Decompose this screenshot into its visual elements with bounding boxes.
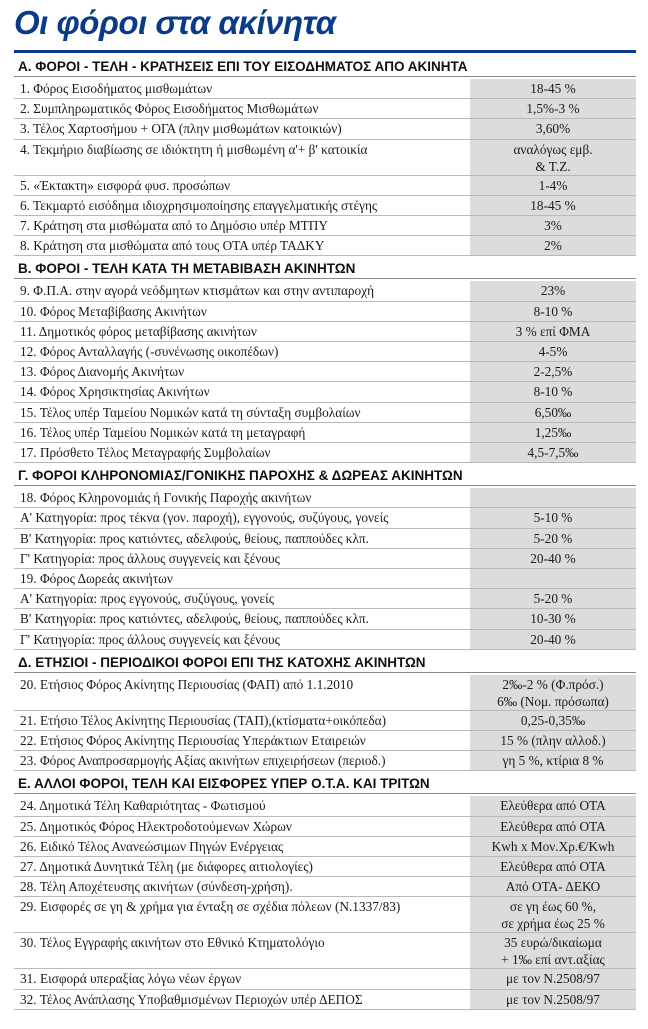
row-value-line: Ελεύθερα από ΟΤΑ — [500, 818, 606, 834]
table-row — [14, 362, 636, 382]
row-value — [470, 342, 636, 361]
row-value — [470, 302, 636, 321]
row-value — [470, 675, 636, 710]
table-row — [14, 817, 636, 837]
row-value — [470, 589, 636, 608]
row-value — [470, 403, 636, 422]
row-label: 15. Τέλος υπέρ Ταμείου Νομικών κατά τη σύνταξη συμβολαίων — [20, 404, 361, 420]
row-value-line: 2% — [544, 238, 562, 254]
table-row — [14, 529, 636, 549]
row-value-line: 3 % επί ΦΜΑ — [515, 323, 591, 339]
row-value-line: 20-40 % — [530, 550, 576, 566]
row-value — [470, 529, 636, 548]
table-row — [14, 322, 636, 342]
table-row — [14, 569, 636, 589]
row-value-line: 6‰ (Νομ. πρόσωπα) — [497, 693, 609, 709]
row-value-line: 5-20 % — [533, 530, 573, 546]
table-row — [14, 609, 636, 629]
row-label: 14. Φόρος Χρησικτησίας Ακινήτων — [20, 384, 210, 400]
table-row — [14, 751, 636, 771]
row-value — [470, 216, 636, 235]
row-label: 6. Τεκμαρτό εισόδημα ιδιοχρησιμοποίησης επαγγελματικής στέγης — [20, 197, 378, 213]
row-value — [470, 508, 636, 527]
row-label: 19. Φόρος Δωρεάς ακινήτων — [20, 571, 173, 586]
row-value — [470, 796, 636, 815]
row-label: 4. Τεκμήριο διαβίωσης σε ιδιόκτητη ή μισθωμένη α'+ β' κατοικία — [20, 141, 368, 157]
row-value-line: 15 % (πλην αλλοδ.) — [500, 733, 606, 748]
row-value — [470, 79, 636, 98]
row-value-line: αναλόγως εμβ. — [513, 141, 593, 157]
row-value-line: 0,25-0,35‰ — [520, 712, 586, 728]
table-row — [14, 969, 636, 989]
section-heading: Ε. ΑΛΛΟΙ ΦΟΡΟΙ, ΤΕΛΗ ΚΑΙ ΕΙΣΦΟΡΕΣ ΥΠΕΡ Ο.Τ.Α. ΚΑΙ ΤΡΙΤΩΝ — [14, 774, 636, 794]
row-value — [470, 933, 636, 968]
row-value-line: 3% — [544, 218, 562, 233]
row-value-line: Kwh x Μον.Χρ.€/Kwh — [491, 838, 615, 854]
row-label: 31. Εισφορά υπεραξίας λόγω νέων έργων — [20, 971, 242, 987]
row-value-line: 5-20 % — [533, 591, 573, 607]
row-value — [470, 488, 636, 507]
table-row — [14, 403, 636, 423]
row-label: Γ' Κατηγορία: προς άλλους συγγενείς και ξένους — [20, 550, 280, 566]
row-label: Α' Κατηγορία: προς εγγονούς, συζύγους, γονείς — [20, 591, 274, 607]
row-value — [470, 176, 636, 195]
table-row — [14, 79, 636, 99]
table-row — [14, 236, 636, 256]
row-value-line: 4-5% — [538, 344, 568, 359]
row-value-line: Από ΟΤΑ- ΔΕΚΟ — [505, 879, 601, 895]
row-value — [470, 196, 636, 215]
row-value — [470, 630, 636, 649]
row-value — [470, 443, 636, 462]
row-label: 5. «Έκτακτη» εισφορά φυσ. προσώπων — [20, 177, 231, 193]
row-value-line: 6,50‰ — [534, 404, 572, 420]
row-value — [470, 837, 636, 856]
row-value-line: 3,60% — [535, 121, 571, 137]
row-value — [470, 362, 636, 381]
row-value-line: 23% — [540, 283, 566, 299]
row-label: 17. Πρόσθετο Τέλος Μεταγραφής Συμβολαίων — [20, 445, 271, 460]
row-value-line: με τον Ν.2508/97 — [506, 991, 600, 1007]
row-label: 22. Ετήσιος Φόρος Ακίνητης Περιουσίας Υπεράκτιων Εταιρειών — [20, 733, 366, 748]
row-value-line: Ελεύθερα από ΟΤΑ — [500, 798, 606, 814]
row-label: 32. Τέλος Ανάπλασης Υποβαθμισμένων Περιοχών υπέρ ΔΕΠΟΣ — [20, 991, 363, 1007]
table-row — [14, 382, 636, 402]
row-label: 29. Εισφορές σε γη & χρήμα για ένταξη σε σχέδια πόλεων (Ν.1337/83) — [20, 899, 401, 915]
row-label: 10. Φόρος Μεταβίβασης Ακινήτων — [20, 303, 207, 319]
row-value-line: + 1‰ επί αντ.αξίας — [501, 952, 605, 968]
row-label: 11. Δημοτικός φόρος μεταβίβασης ακινήτων — [20, 323, 257, 339]
row-label: 9. Φ.Π.Α. στην αγορά νεόδμητων κτισμάτων και στην αντιπαροχή — [20, 283, 375, 299]
row-label: 26. Ειδικό Τέλος Ανανεώσιμων Πηγών Ενέργειας — [20, 838, 284, 854]
row-value-line: 4,5-7,5‰ — [527, 445, 579, 460]
row-value-line: σε χρήμα έως 25 % — [501, 916, 605, 932]
row-value — [470, 990, 636, 1009]
row-value — [470, 731, 636, 750]
row-value — [470, 609, 636, 628]
table-row — [14, 99, 636, 119]
table-row — [14, 281, 636, 301]
row-value — [470, 857, 636, 876]
table-row — [14, 796, 636, 816]
table-row — [14, 711, 636, 731]
table-row — [14, 990, 636, 1010]
row-value — [470, 751, 636, 770]
table-row — [14, 877, 636, 897]
row-value — [470, 549, 636, 568]
row-label: Β' Κατηγορία: προς κατιόντες, αδελφούς, θείους, παππούδες κλπ. — [20, 530, 369, 546]
row-value-line: 2‰-2 % (Φ.πρόσ.) — [502, 676, 604, 692]
tax-table — [14, 50, 636, 1015]
row-label: 24. Δημοτικά Τέλη Καθαριότητας - Φωτισμού — [20, 798, 266, 814]
section-heading: Β. ΦΟΡΟΙ - ΤΕΛΗ ΚΑΤΑ ΤΗ ΜΕΤΑΒΙΒΑΣΗ ΑΚΙΝΗΤΩΝ — [14, 259, 636, 279]
row-value-line: 1-4% — [538, 177, 568, 193]
row-value-line: 10-30 % — [530, 611, 576, 627]
table-row — [14, 302, 636, 322]
row-label: 16. Τέλος υπέρ Ταμείου Νομικών κατά τη μεταγραφή — [20, 424, 306, 440]
table-row — [14, 837, 636, 857]
row-value — [470, 236, 636, 255]
table-row — [14, 140, 636, 176]
row-value-line: & Τ.Ζ. — [535, 158, 571, 174]
row-label: 13. Φόρος Διανομής Ακινήτων — [20, 364, 185, 380]
table-row — [14, 119, 636, 139]
row-label: 18. Φόρος Κληρονομιάς ή Γονικής Παροχής ακινήτων — [20, 490, 312, 506]
section-heading: Γ. ΦΟΡΟΙ ΚΛΗΡΟΝΟΜΙΑΣ/ΓΟΝΙΚΗΣ ΠΑΡΟΧΗΣ & ΔΩΡΕΑΣ ΑΚΙΝΗΤΩΝ — [14, 466, 636, 486]
row-value-line: σε γη έως 60 %, — [509, 899, 597, 915]
row-label: Β' Κατηγορία: προς κατιόντες, αδελφούς, θείους, παππούδες κλπ. — [20, 611, 369, 627]
row-value — [470, 711, 636, 730]
row-value-line: 5-10 % — [533, 510, 573, 526]
table-row — [14, 897, 636, 933]
row-value-line: γη 5 %, κτίρια 8 % — [502, 753, 604, 769]
row-label: 23. Φόρος Αναπροσαρμογής Αξίας ακινήτων επιχειρήσεων (περιοδ.) — [20, 753, 386, 769]
row-label: 30. Τέλος Εγγραφής ακινήτων στο Εθνικό Κτηματολόγιο — [20, 935, 325, 951]
row-label: 7. Κράτηση στα μισθώματα από το Δημόσιο υπέρ ΜΤΠΥ — [20, 218, 328, 233]
row-label: 1. Φόρος Εισοδήματος μισθωμάτων — [20, 81, 213, 96]
table-row — [14, 933, 636, 969]
row-value-line: με τον Ν.2508/97 — [506, 971, 600, 987]
table-row — [14, 443, 636, 463]
row-label: 3. Τέλος Χαρτοσήμου + ΟΓΑ (πλην μισθωμάτων κατοικιών) — [20, 121, 342, 137]
row-value — [470, 817, 636, 836]
row-label: 25. Δημοτικός Φόρος Ηλεκτροδοτούμενων Χώρων — [20, 818, 292, 834]
table-row — [14, 857, 636, 877]
row-value — [470, 322, 636, 341]
section-heading: Α. ΦΟΡΟΙ - ΤΕΛΗ - ΚΡΑΤΗΣΕΙΣ ΕΠΙ ΤΟΥ ΕΙΣΟΔΗΜΑΤΟΣ ΑΠΟ ΑΚΙΝΗΤΑ — [14, 57, 636, 77]
table-row — [14, 488, 636, 508]
row-label: Α' Κατηγορία: προς τέκνα (γον. παροχή), εγγονούς, συζύγους, γονείς — [20, 510, 389, 526]
row-label: 21. Ετήσιο Τέλος Ακίνητης Περιουσίας (ΤΑΠ),(κτίσματα+οικόπεδα) — [20, 712, 387, 728]
row-value — [470, 382, 636, 401]
page-title: Οι φόροι στα ακίνητα — [14, 4, 336, 41]
table-row — [14, 731, 636, 751]
title-bar — [0, 0, 648, 48]
row-value-line: 8-10 % — [533, 303, 573, 319]
row-value — [470, 969, 636, 988]
table-row — [14, 342, 636, 362]
row-value-line: 35 ευρώ/δικαίωμα — [504, 935, 602, 951]
table-row — [14, 508, 636, 528]
row-value — [470, 569, 636, 588]
row-label: 28. Τέλη Αποχέτευσης ακινήτων (σύνδεση-χρήση). — [20, 879, 293, 895]
row-value-line: 2-2,5% — [533, 364, 573, 380]
row-value — [470, 119, 636, 138]
row-value-line: 8-10 % — [533, 384, 573, 400]
table-row — [14, 549, 636, 569]
row-value-line: 18-45 % — [530, 197, 576, 213]
row-value-line: 18-45 % — [530, 81, 576, 96]
row-value-line: Ελεύθερα από ΟΤΑ — [500, 859, 606, 874]
row-value — [470, 877, 636, 896]
row-label: 12. Φόρος Ανταλλαγής (-συνένωσης οικοπέδων) — [20, 344, 279, 359]
row-label: 27. Δημοτικά Δυνητικά Τέλη (με διάφορες αιτιολογίες) — [20, 859, 313, 874]
row-value — [470, 281, 636, 300]
row-label: 8. Κράτηση στα μισθώματα από τους ΟΤΑ υπέρ ΤΑΔΚΥ — [20, 238, 325, 254]
table-row — [14, 675, 636, 711]
row-label: 20. Ετήσιος Φόρος Ακίνητης Περιουσίας (ΦΑΠ) από 1.1.2010 — [20, 676, 354, 692]
row-value — [470, 423, 636, 442]
table-row — [14, 176, 636, 196]
row-label: Γ' Κατηγορία: προς άλλους συγγενείς και ξένους — [20, 631, 280, 647]
section-heading: Δ. ΕΤΗΣΙΟΙ - ΠΕΡΙΟΔΙΚΟΙ ΦΟΡΟΙ ΕΠΙ ΤΗΣ ΚΑΤΟΧΗΣ ΑΚΙΝΗΤΩΝ — [14, 653, 636, 673]
row-value-line: 1,25‰ — [534, 424, 572, 440]
row-value — [470, 140, 636, 175]
row-value — [470, 897, 636, 932]
table-row — [14, 589, 636, 609]
table-row — [14, 630, 636, 650]
table-row — [14, 423, 636, 443]
table-row — [14, 216, 636, 236]
row-value — [470, 99, 636, 118]
table-row — [14, 196, 636, 216]
row-label: 2. Συμπληρωματικός Φόρος Εισοδήματος Μισθωμάτων — [20, 101, 319, 117]
row-value-line: 1,5%-3 % — [526, 101, 580, 117]
row-value-line: 20-40 % — [530, 631, 576, 647]
